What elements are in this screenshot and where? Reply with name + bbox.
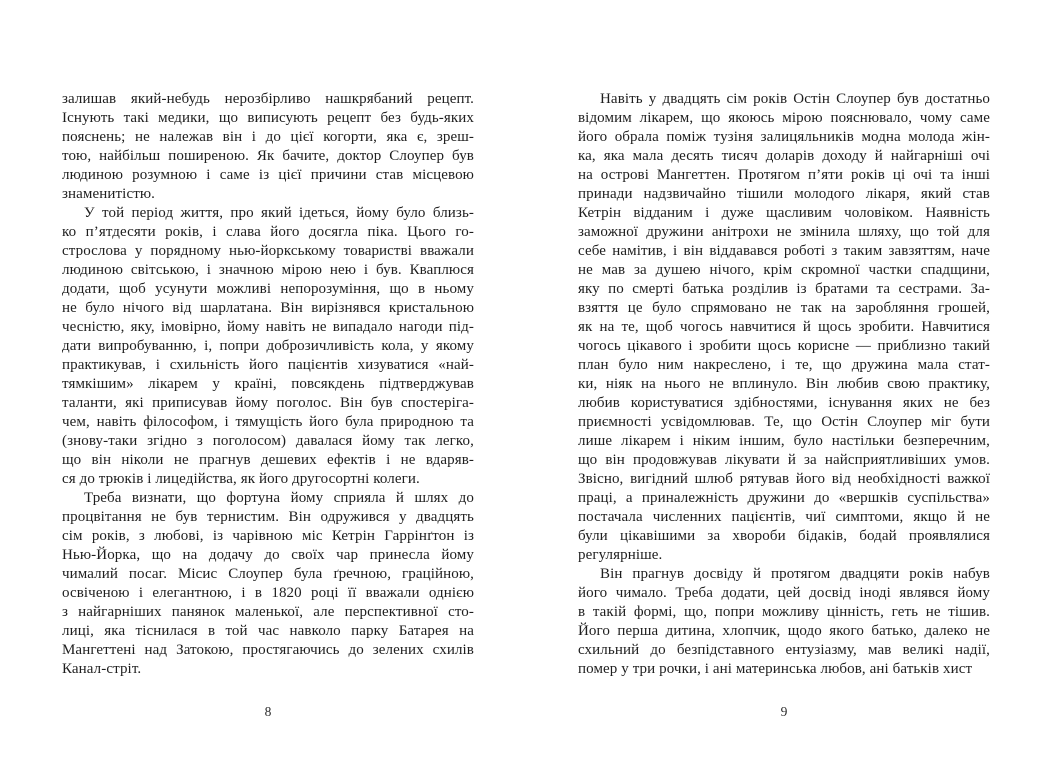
- right-page-text: [578, 90, 990, 679]
- text-line: як на те, щоб чогось навчитися й щось зробити. Навчитися: [578, 319, 990, 335]
- right-page-number: 9: [780, 704, 788, 719]
- text-line: (знову-таки згідно з поголосом) давалася йому так легко,: [62, 433, 474, 449]
- text-line: таланти, які приписував йому поголос. Він був спостеріга-: [62, 395, 474, 411]
- text-line: дати випробуванню, і, попри доброзичливість кола, у якому: [62, 338, 474, 354]
- text-line: його чимало. Треба додати, цей досвід іноді являвся йому: [578, 585, 990, 601]
- text-line: ки, ніяк на нього не вплинуло. Він любив свою практику,: [578, 376, 990, 392]
- text-line: Існують такі медики, що виписують рецепт без будь-яких: [62, 110, 474, 126]
- text-line: строслова у порядному нью-йоркському товаристві вважали: [62, 243, 474, 259]
- text-line: праці, а приналежність дружини до «вершків суспільства»: [578, 490, 990, 506]
- text-line: приємності усвідомлював. Те, що Остін Слоупер міг бути: [578, 414, 990, 430]
- text-line: Він прагнув досвіду й протягом двадцяти років набув: [600, 566, 990, 582]
- paragraph: [62, 90, 474, 204]
- text-line: лиці, яка тіснилася в той час навколо парку Батарея на: [62, 623, 474, 639]
- left-page-text: [62, 90, 474, 679]
- text-line: практикував, і схильність його пацієнтів хизуватися «най-: [62, 357, 474, 373]
- text-line: не було нічого від шарлатана. Він вирізнявся кристальною: [62, 300, 474, 316]
- text-line: взяття це було спрямовано не так на заробляння грошей,: [578, 300, 990, 316]
- text-line: сім років, з любові, із чарівною міс Кетрін Гаррінґтон із: [62, 528, 474, 544]
- text-line: тою, найбільш поширеною. Як бачите, доктор Слоупер був: [62, 148, 474, 164]
- text-line: заможної дружини анітрохи не змінила шляху, що той для: [578, 224, 990, 240]
- text-line: не мав за душею нічого, крім скромної частки спадщини,: [578, 262, 990, 278]
- text-line: Треба визнати, що фортуна йому сприяла й шлях до: [84, 490, 474, 506]
- text-line: чесністю, яку, імовірно, йому навіть не випадало нагоди під-: [62, 319, 474, 335]
- text-line: пояснень; не належав він і до цієї когорти, яка є, зреш-: [62, 129, 474, 145]
- text-line: схильний до безпідставного ентузіазму, мав великі надії,: [578, 642, 990, 658]
- text-line: на острові Мангеттен. Протягом п’яти років ці очі та інші: [578, 167, 990, 183]
- text-line: себе намітив, і він віддавався роботі з таким завзяттям, наче: [578, 243, 990, 259]
- text-line: були цікавішими за хвороби бідаків, бодай проявлялися: [578, 528, 990, 544]
- text-line: постачала численних пацієнтів, чиї симптоми, якщо й не: [578, 509, 990, 525]
- paragraph: [578, 90, 990, 565]
- text-line: ко п’ятдесяти років, і слава його досягла піка. Цього го-: [62, 224, 474, 240]
- text-line: Кетрін відданим і дуже щасливим чоловіком. Наявність: [578, 205, 990, 221]
- text-line: Його перша дитина, хлопчик, щодо якого батько, далеко не: [578, 623, 990, 639]
- text-line: Нью-Йорка, що на додачу до своїх чар принесла йому: [62, 547, 474, 563]
- text-line: додати, щоб усунути можливі непорозуміння, що в ньому: [62, 281, 474, 297]
- text-line: помер у три рочки, і ані материнська любов, ані батьків хист: [578, 661, 973, 677]
- text-line: яку по смерті батька розділив із братами та сестрами. За-: [578, 281, 990, 297]
- text-line: освіченою і елегантною, і в 1820 році її вважали однією: [62, 585, 474, 601]
- text-line: Навіть у двадцять сім років Остін Слоупер був достатньо: [600, 91, 990, 107]
- text-line: чималий посаг. Місис Слоупер була ґречною, граційною,: [62, 566, 474, 582]
- text-line: лише лікарем і ніким іншим, було настільки безперечним,: [578, 433, 990, 449]
- text-line: людиною розумною і саме із цієї причини став місцевою: [62, 167, 474, 183]
- text-line: його обрала поміж тузіня залицяльників модна молода жін-: [578, 129, 990, 145]
- text-line: ка, яка мала десять тисяч доларів доходу й найгарніші очі: [578, 148, 990, 164]
- text-line: регулярніше.: [578, 547, 663, 563]
- text-line: відомим лікарем, що якоюсь мірою пояснювало, чому саме: [578, 110, 990, 126]
- text-line: залишав який-небудь нерозбірливо нашкрябаний рецепт.: [62, 91, 474, 107]
- text-line: знаменитістю.: [62, 186, 156, 202]
- paragraph: [62, 489, 474, 679]
- text-line: з найгарніших панянок маленької, але перспективної сто-: [62, 604, 474, 620]
- text-line: що він ніколи не прагнув дешевих ефектів і не вдаряв-: [62, 452, 474, 468]
- text-line: ся до трюків і лицедійства, як його другосортні колеги.: [62, 471, 420, 487]
- text-line: У той період життя, про який ідеться, йому було близь-: [84, 205, 474, 221]
- text-line: процвітання не був тернистим. Він одружився у двадцять: [62, 509, 474, 525]
- text-line: любив користуватися здібностями, існування яких не без: [578, 395, 990, 411]
- text-line: що він продовжував лікувати й за найсприятливіших умов.: [578, 452, 990, 468]
- text-line: принади надзвичайно тішили молодого лікаря, який став: [578, 186, 990, 202]
- text-line: чем, навіть філософом, і тямущість його була природною та: [62, 414, 474, 430]
- text-line: чогось цікавого і зробити щось корисне — приблизно такий: [578, 338, 990, 354]
- left-page-number: 8: [264, 704, 272, 719]
- text-line: людиною світською, і значною мірою нею і був. Кваплюся: [62, 262, 474, 278]
- text-line: Мангеттені над Затокою, простягаючись до зелених схилів: [62, 642, 474, 658]
- paragraph: [578, 565, 990, 679]
- text-line: Звісно, вигідний шлюб рятував його від необхідності важкої: [578, 471, 990, 487]
- text-line: план було ним накреслено, і те, що дружина мала стат-: [578, 357, 990, 373]
- paragraph: [62, 204, 474, 489]
- text-line: Канал-стріт.: [62, 661, 142, 677]
- text-line: в такій формі, що, попри можливу цінність, геть не тішив.: [578, 604, 990, 620]
- text-line: тямкішим» лікарем у країні, повсякдень підтверджував: [62, 376, 474, 392]
